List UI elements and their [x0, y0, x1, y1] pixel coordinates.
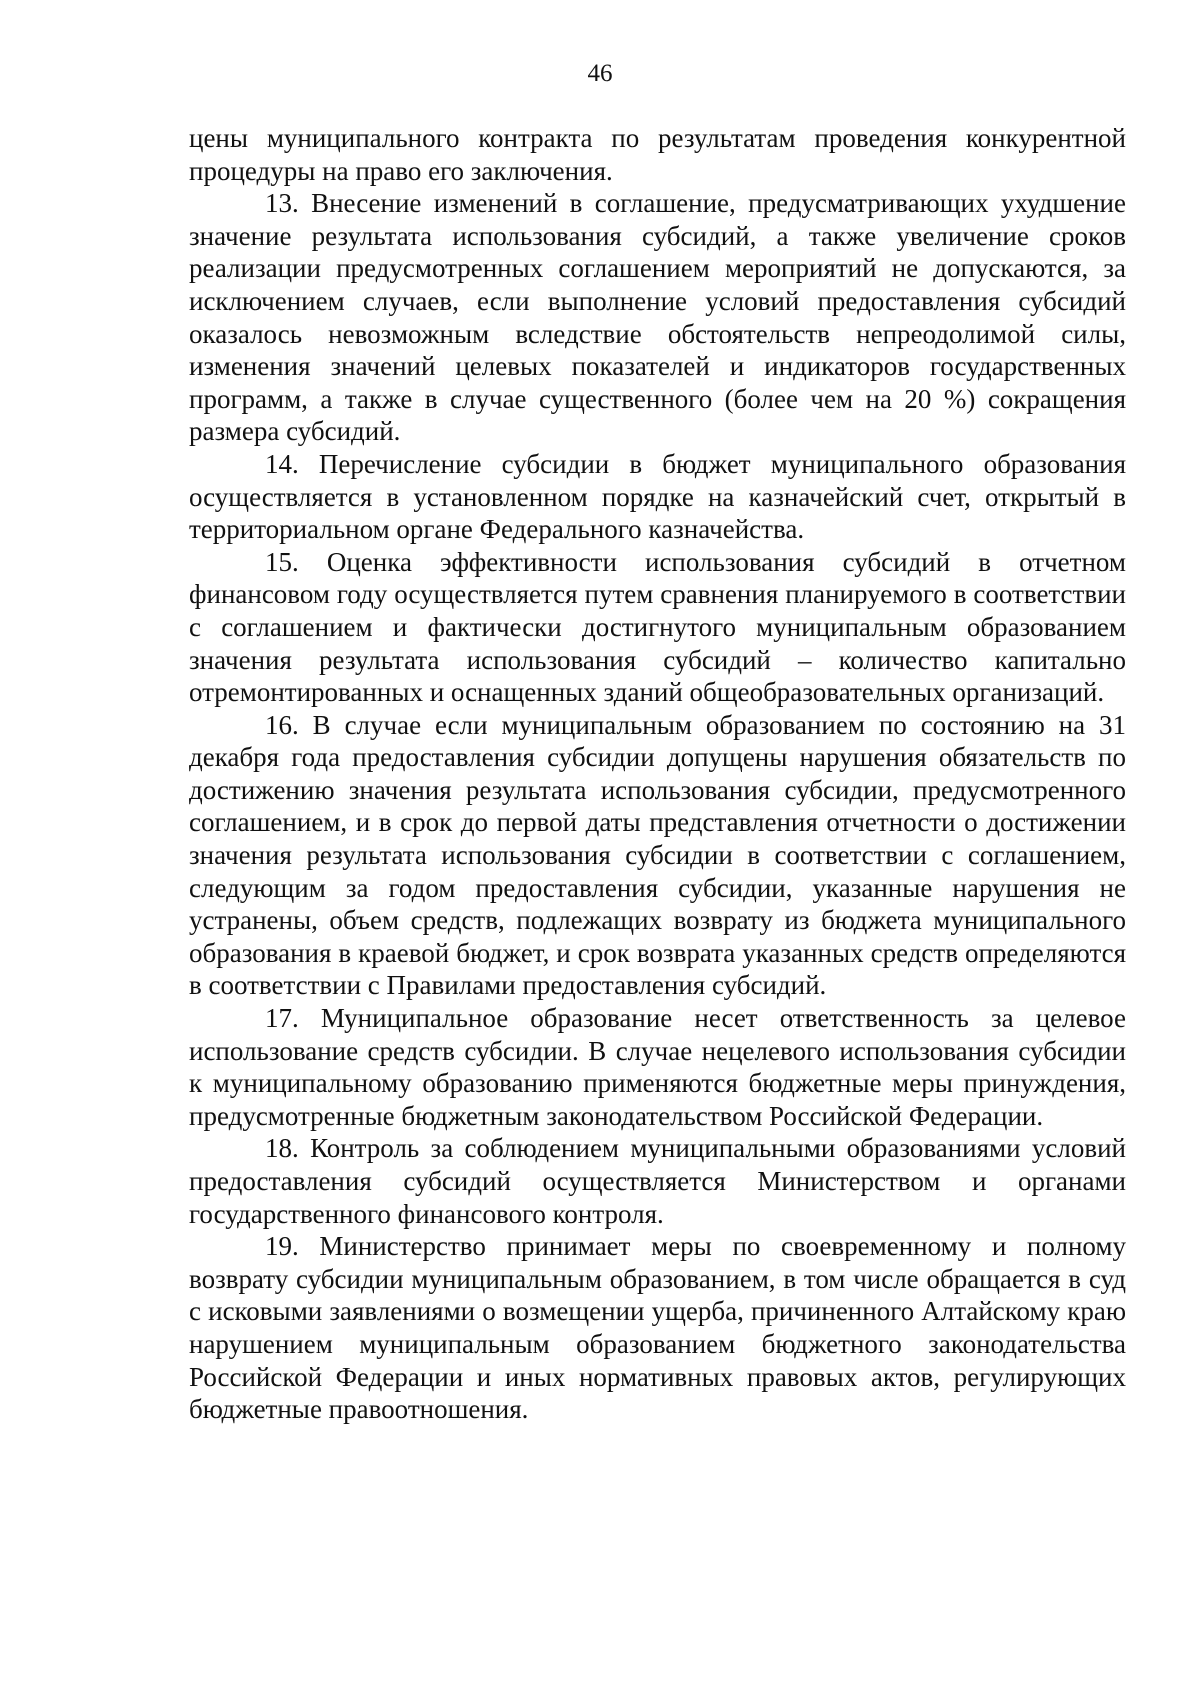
page-number: 46 — [587, 60, 613, 87]
paragraph-17: 17. Муниципальное образование несет ответственность за целевое использование средств субсидии. В случае нецелевого использования субсидии к муниципальному образованию применяются бюджетные меры принуждения, предусмотренные бюджетным законодательством Российской Федерации. — [189, 1003, 1126, 1131]
paragraph-18: 18. Контроль за соблюдением муниципальными образованиями условий предоставления субсидий осуществляется Министерством и органами государственного финансового контроля. — [189, 1133, 1126, 1229]
paragraph-19: 19. Министерство принимает меры по своевременному и полному возврату субсидии муниципальным образованием, в том числе обращается в суд с исковыми заявлениями о возмещении ущерба, причиненного Алтайскому краю нарушением муниципальным образованием бюджетного законодательства Российской Федерации и иных нормативных правовых актов, регулирующих бюджетные правоотношения. — [189, 1231, 1126, 1425]
paragraph-13: 13. Внесение изменений в соглашение, предусматривающих ухудшение значение результата использования субсидий, а также увеличение сроков реализации предусмотренных соглашением мероприятий не допускаются, за исключением случаев, если выполнение условий предоставления субсидий оказалось невозможным вследствие обстоятельств непреодолимой силы, изменения значений целевых показателей и индикаторов государственных программ, а также в случае существенного (более чем на 20 %) сокращения размера субсидий. — [189, 188, 1126, 447]
paragraph-16: 16. В случае если муниципальным образованием по состоянию на 31 декабря года предоставления субсидии допущены нарушения обязательств по достижению значения результата использования субсидии, предусмотренного соглашением, и в срок до первой даты представления отчетности о достижении значения результата использования субсидии в соответствии с соглашением, следующим за годом предоставления субсидии, указанные нарушения не устранены, объем средств, подлежащих возврату из бюджета муниципального образования в краевой бюджет, и срок возврата указанных средств определяются в соответствии с Правилами предоставления субсидий. — [189, 709, 1126, 1001]
document-body — [189, 122, 1126, 1426]
paragraph-continuation: цены муниципального контракта по результатам проведения конкурентной процедуры на право его заключения. — [189, 123, 1126, 186]
paragraph-14: 14. Перечисление субсидии в бюджет муниципального образования осуществляется в установленном порядке на казначейский счет, открытый в территориальном органе Федерального казначейства. — [189, 448, 1126, 545]
paragraph-15: 15. Оценка эффективности использования субсидий в отчетном финансовом году осуществляется путем сравнения планируемого в соответствии с соглашением и фактически достигнутого муниципальным образованием значения результата использования субсидий – количество капитально отремонтированных и оснащенных зданий общеобразовательных организаций. — [189, 546, 1126, 708]
